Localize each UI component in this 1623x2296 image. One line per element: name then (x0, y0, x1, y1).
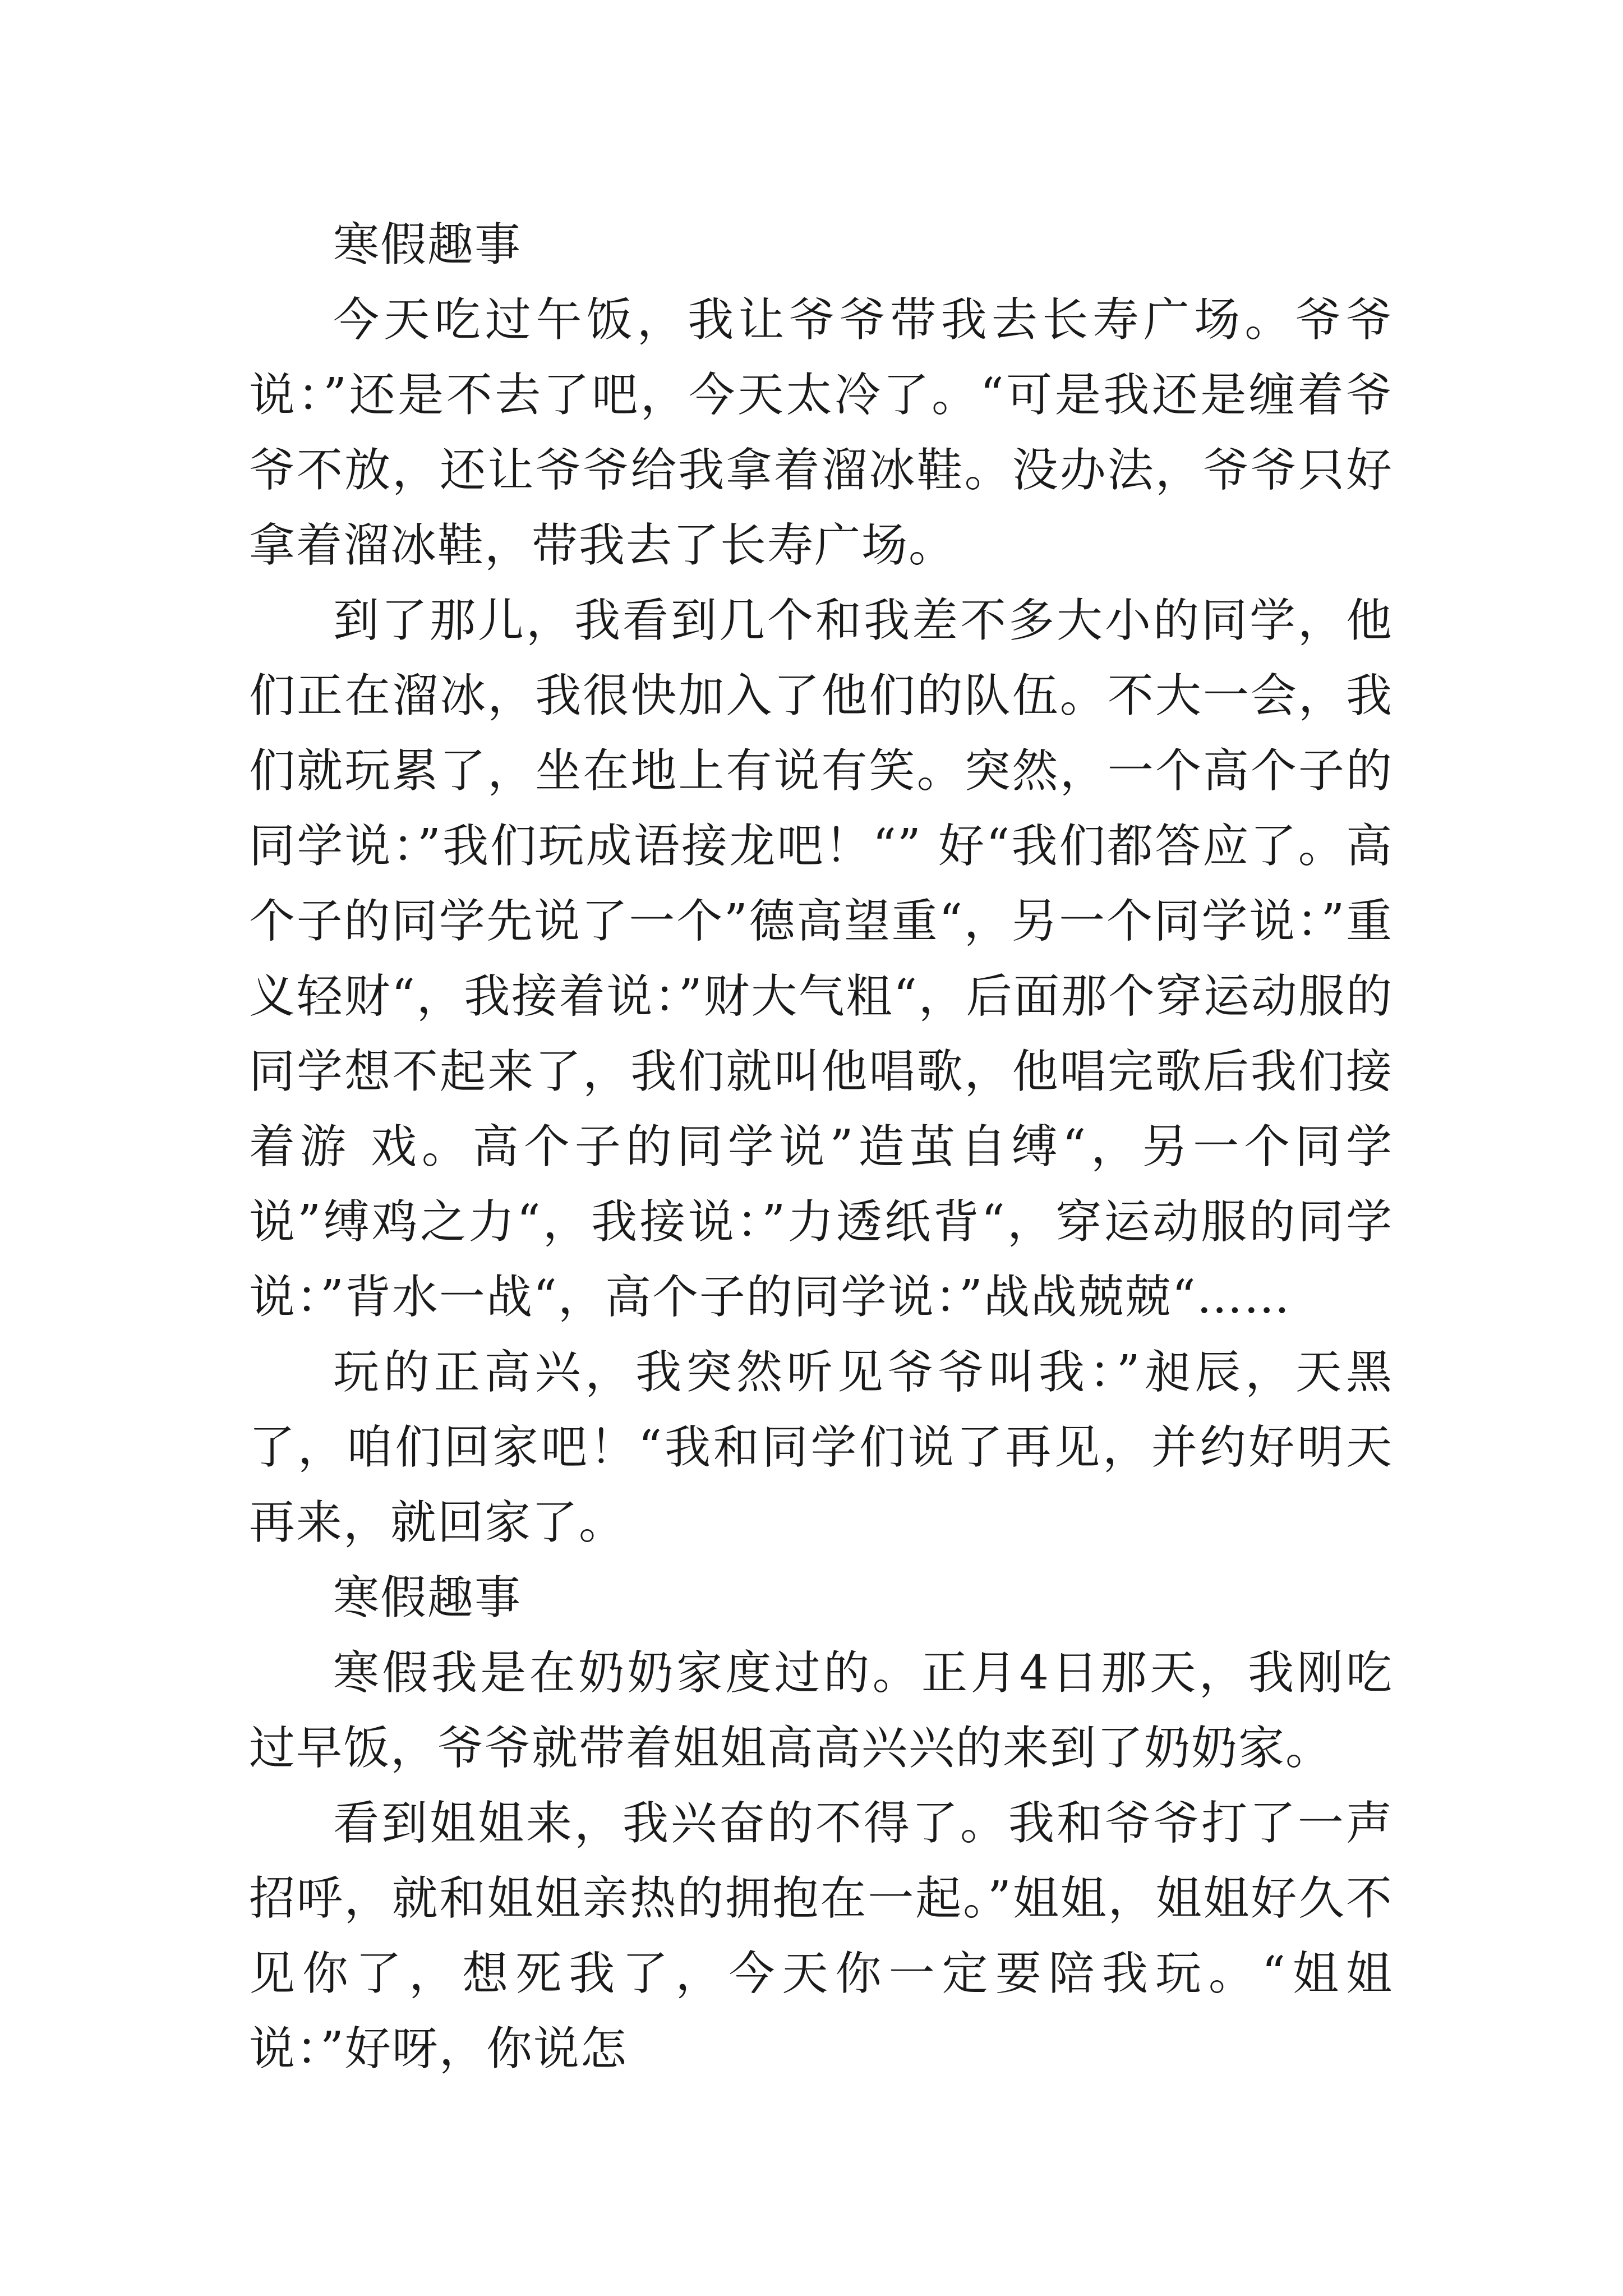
story-2-title: 寒假趣事 (333, 1571, 522, 1625)
document-body (249, 208, 1393, 2087)
story-1-paragraph-2: 到了那儿，我看到几个和我差不多大小的同学，他们正在溜冰，我很快加入了他们的队伍。不大一会，我们就玩累了，坐在地上有说有笑。突然，一个高个子的同学说：”我们玩成语接龙吧！“” 好“我们都答应了。高个子的同学先说了一个”德高望重“，另一个同学说：”重义轻财“，我接着说：”财大气粗“，后面那个穿运动服的同学想不起来了，我们就叫他唱歌，他唱完歌后我们接着游 戏。高个子的同学说”造茧自缚“，另一个同学说”缚鸡之力“，我接说：”力透纸背“，穿运动服的同学说：”背水一战“，高个子的同学说：”战战兢兢“…… (249, 594, 1393, 1324)
story-1-title: 寒假趣事 (333, 218, 522, 272)
story-1-paragraph-3: 玩的正高兴，我突然听见爷爷叫我：”昶辰，天黑了，咱们回家吧！“我和同学们说了再见，并约好明天再来，就回家了。 (249, 1346, 1393, 1549)
story-1-paragraph-1: 今天吃过午饭，我让爷爷带我去长寿广场。爷爷说：”还是不去了吧，今天太冷了。“可是我还是缠着爷爷不放，还让爷爷给我拿着溜冰鞋。没办法，爷爷只好拿着溜冰鞋，带我去了长寿广场。 (249, 293, 1393, 572)
story-2-paragraph-2: 看到姐姐来，我兴奋的不得了。我和爷爷打了一声招呼，就和姐姐亲热的拥抱在一起。”姐姐，姐姐好久不见你了，想死我了，今天你一定要陪我玩。“姐姐说：”好呀，你说怎 (249, 1797, 1393, 2076)
story-2-paragraph-1: 寒假我是在奶奶家度过的。正月4日那天，我刚吃过早饭，爷爷就带着姐姐高高兴兴的来到了奶奶家。 (249, 1646, 1393, 1775)
